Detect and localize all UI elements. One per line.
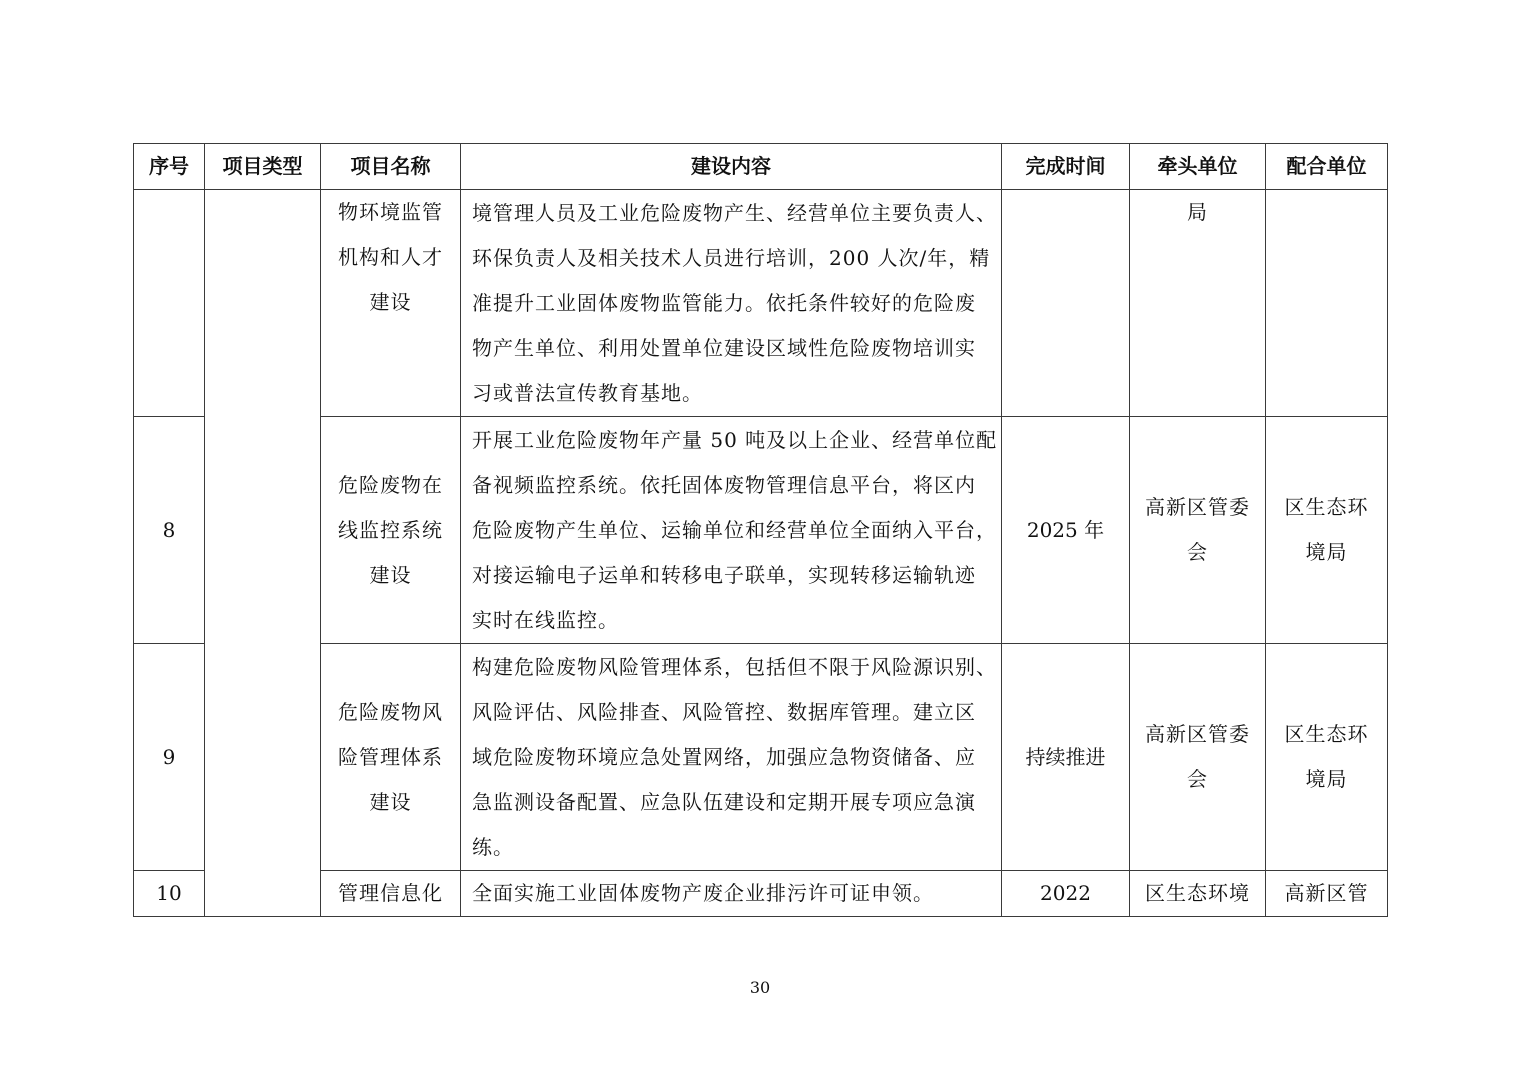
cell-time: 持续推进 bbox=[1002, 644, 1130, 871]
cell-lead: 高新区管委 会 bbox=[1130, 644, 1266, 871]
header-type: 项目类型 bbox=[205, 144, 321, 190]
project-table bbox=[133, 143, 1388, 917]
cell-coop: 高新区管 bbox=[1266, 871, 1388, 917]
cell-name: 危险废物风 险管理体系 建设 bbox=[321, 644, 461, 871]
cell-seq: 10 bbox=[134, 871, 205, 917]
cell-content: 开展工业危险废物年产量 50 吨及以上企业、经营单位配 备视频监控系统。依托固体废物管理信息平台，将区内 危险废物产生单位、运输单位和经营单位全面纳入平台， 对接运输电子运单和转移电子联单，实现转移运输轨迹 实时在线监控。 bbox=[461, 417, 1002, 644]
cell-time: 2025 年 bbox=[1002, 417, 1130, 644]
cell-time bbox=[1002, 190, 1130, 417]
table-row bbox=[134, 871, 1388, 917]
cell-coop bbox=[1266, 190, 1388, 417]
header-row bbox=[134, 144, 1388, 190]
cell-name: 物环境监管 机构和人才 建设 bbox=[321, 190, 461, 417]
header-content: 建设内容 bbox=[461, 144, 1002, 190]
cell-lead: 高新区管委 会 bbox=[1130, 417, 1266, 644]
cell-content: 构建危险废物风险管理体系，包括但不限于风险源识别、 风险评估、风险排查、风险管控、数据库管理。建立区 域危险废物环境应急处置网络，加强应急物资储备、应 急监测设备配置、应急队伍建设和定期开展专项应急演 练。 bbox=[461, 644, 1002, 871]
page-number: 30 bbox=[749, 978, 771, 997]
table-row bbox=[134, 190, 1388, 417]
cell-lead: 局 bbox=[1130, 190, 1266, 417]
cell-name: 管理信息化 bbox=[321, 871, 461, 917]
header-coop: 配合单位 bbox=[1266, 144, 1388, 190]
cell-type bbox=[205, 190, 321, 917]
cell-coop: 区生态环 境局 bbox=[1266, 644, 1388, 871]
cell-content: 境管理人员及工业危险废物产生、经营单位主要负责人、 环保负责人及相关技术人员进行培训，200 人次/年，精 准提升工业固体废物监管能力。依托条件较好的危险废 物产生单位、利用处置单位建设区域性危险废物培训实 习或普法宣传教育基地。 bbox=[461, 190, 1002, 417]
cell-seq: 8 bbox=[134, 417, 205, 644]
table-row bbox=[134, 417, 1388, 644]
table-row bbox=[134, 644, 1388, 871]
header-seq: 序号 bbox=[134, 144, 205, 190]
cell-time: 2022 bbox=[1002, 871, 1130, 917]
cell-seq bbox=[134, 190, 205, 417]
cell-coop: 区生态环 境局 bbox=[1266, 417, 1388, 644]
cell-name: 危险废物在 线监控系统 建设 bbox=[321, 417, 461, 644]
header-name: 项目名称 bbox=[321, 144, 461, 190]
header-lead: 牵头单位 bbox=[1130, 144, 1266, 190]
cell-lead: 区生态环境 bbox=[1130, 871, 1266, 917]
cell-content: 全面实施工业固体废物产废企业排污许可证申领。 bbox=[461, 871, 1002, 917]
header-time: 完成时间 bbox=[1002, 144, 1130, 190]
cell-seq: 9 bbox=[134, 644, 205, 871]
